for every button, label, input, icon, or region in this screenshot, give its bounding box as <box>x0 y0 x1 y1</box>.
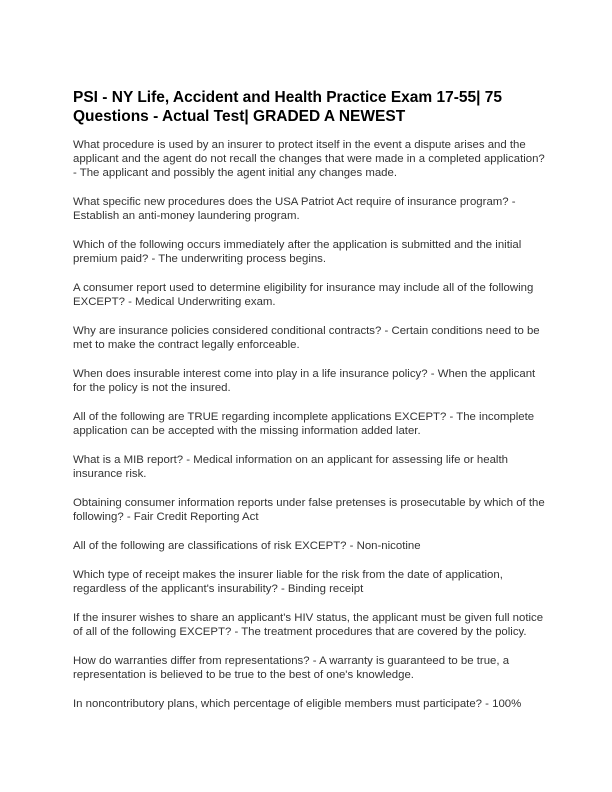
question-answer-item: When does insurable interest come into play in a life insurance policy? - When the applicant for the policy is not the insured. <box>73 368 536 394</box>
question-answer-item: Which type of receipt makes the insurer liable for the risk from the date of application, regardless of the applicant's insurability? - Binding receipt <box>73 569 503 595</box>
question-answer-item: Which of the following occurs immediately after the application is submitted and the initial premium paid? - The underwriting process begins. <box>73 239 522 265</box>
question-answer-item: Why are insurance policies considered conditional contracts? - Certain conditions need to be met to make the contract legally enforceable. <box>73 325 540 351</box>
question-answer-item: Obtaining consumer information reports under false pretenses is prosecutable by which of the following? - Fair Credit Reporting Act <box>73 497 545 523</box>
question-answer-item: What procedure is used by an insurer to protect itself in the event a dispute arises and the applicant and the agent do not recall the changes that were made in a completed application? - The applicant and possibly the agent initial any changes made. <box>73 139 545 179</box>
question-answer-item: A consumer report used to determine eligibility for insurance may include all of the following EXCEPT? - Medical Underwriting exam. <box>73 282 534 308</box>
document-title: PSI - NY Life, Accident and Health Practice Exam 17-55| 75 Questions - Actual Test| GRADED A NEWEST <box>73 89 503 125</box>
document-page <box>73 88 551 711</box>
question-answer-item: In noncontributory plans, which percentage of eligible members must participate? - 100% <box>73 698 522 710</box>
question-answer-item: What is a MIB report? - Medical information on an applicant for assessing life or health insurance risk. <box>73 454 508 480</box>
question-answer-item: How do warranties differ from representations? - A warranty is guaranteed to be true, a representation is believed to be true to the best of one's knowledge. <box>73 655 510 681</box>
question-answer-list <box>73 138 551 711</box>
question-answer-item: All of the following are classifications of risk EXCEPT? - Non-nicotine <box>73 540 421 552</box>
question-answer-item: What specific new procedures does the USA Patriot Act require of insurance program? - Establish an anti-money laundering program. <box>73 196 516 222</box>
question-answer-item: If the insurer wishes to share an applicant's HIV status, the applicant must be given full notice of all of the following EXCEPT? - The treatment procedures that are covered by the policy. <box>73 612 544 638</box>
question-answer-item: All of the following are TRUE regarding incomplete applications EXCEPT? - The incomplete application can be accepted with the missing information added later. <box>73 411 535 437</box>
